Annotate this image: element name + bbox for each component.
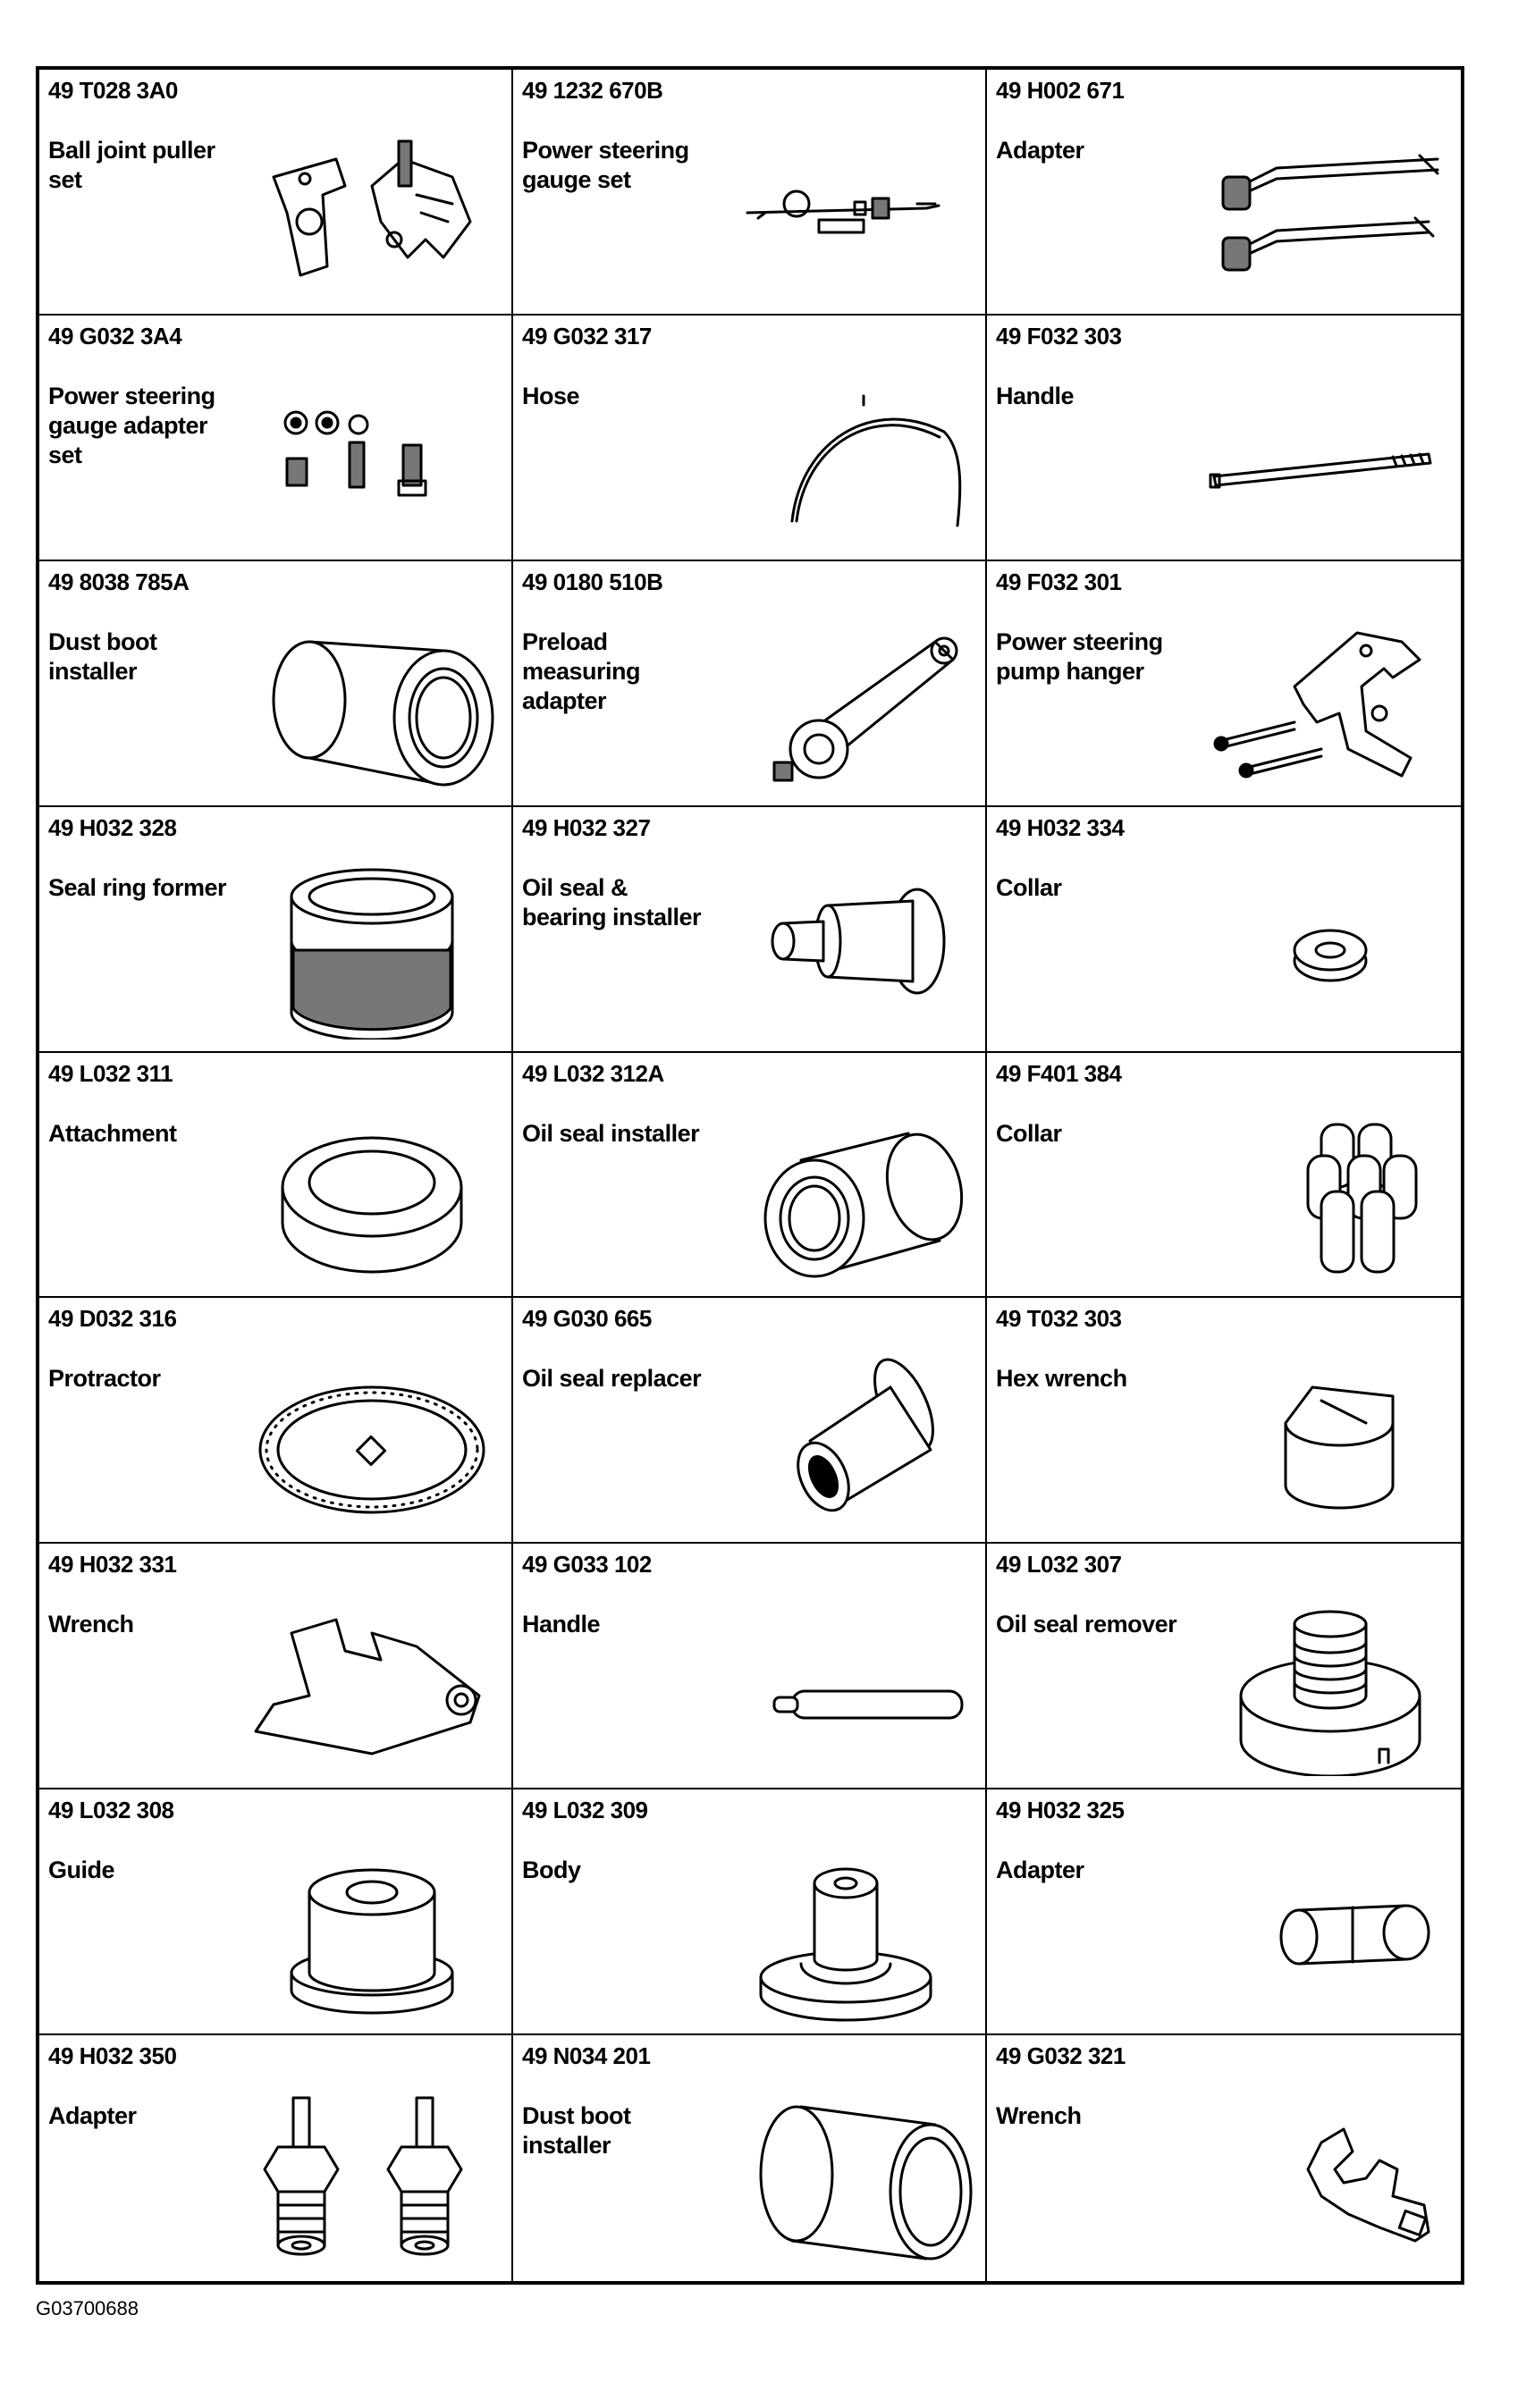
part-number: 49 H032 334 — [996, 813, 1125, 841]
body-icon — [712, 1843, 980, 2022]
attachment-ring-icon — [238, 1107, 506, 1285]
part-number: 49 G033 102 — [522, 1551, 652, 1579]
tool-cell — [39, 1053, 513, 1299]
part-number: 49 H032 331 — [48, 1551, 177, 1579]
gauge-set-icon — [712, 123, 980, 302]
adapter-sleeve-icon — [1187, 1843, 1455, 2022]
part-number: 49 0180 510B — [522, 568, 663, 595]
tool-cell — [987, 1789, 1461, 2035]
spanner-plate-icon — [238, 1597, 506, 1776]
tool-cell — [39, 1298, 513, 1544]
part-number: 49 F032 303 — [996, 322, 1122, 349]
part-number: 49 H002 671 — [996, 77, 1125, 104]
tool-cell — [513, 1789, 987, 2035]
tool-name: Power steering gauge set — [522, 137, 689, 193]
dust-boot-installer-icon — [238, 615, 506, 794]
dust-boot-installer-large-icon — [712, 2089, 980, 2268]
adapter-hoses-icon — [1187, 123, 1455, 302]
tool-name: Oil seal replacer — [522, 1365, 702, 1393]
tool-cell — [513, 561, 987, 807]
tool-cell — [987, 1544, 1461, 1789]
part-number: 49 1232 670B — [522, 77, 663, 104]
tool-name: Oil seal remover — [996, 1611, 1177, 1638]
rod-handle-icon — [1187, 369, 1455, 548]
tool-cell — [39, 1789, 513, 2035]
preload-adapter-icon — [712, 615, 980, 794]
tool-name: Adapter — [48, 2102, 137, 2130]
collar-set-icon — [1187, 1107, 1455, 1285]
tool-cell — [987, 561, 1461, 807]
tool-cell — [513, 1544, 987, 1789]
tool-name: Body — [522, 1857, 581, 1884]
tool-name: Wrench — [996, 2102, 1082, 2130]
tool-cell — [987, 316, 1461, 561]
tool-name: Power steering pump hanger — [996, 627, 1163, 685]
part-number: 49 L032 309 — [522, 1797, 648, 1824]
tool-name: Dust boot installer — [522, 2102, 631, 2160]
tool-cell — [39, 316, 513, 561]
tool-name: Preload measuring adapter — [522, 627, 641, 714]
collar-ring-icon — [1187, 861, 1455, 1040]
tool-name: Ball joint puller set — [48, 137, 215, 193]
oil-seal-replacer-icon — [712, 1351, 980, 1530]
tool-cell — [987, 807, 1461, 1053]
tool-name: Adapter — [996, 1857, 1084, 1884]
ball-joint-puller-set-icon — [238, 123, 506, 302]
tool-cell — [39, 807, 513, 1053]
part-number: 49 T032 303 — [996, 1305, 1122, 1333]
part-number: 49 G032 3A4 — [48, 322, 182, 349]
part-number: 49 L032 311 — [48, 1059, 173, 1087]
tool-cell — [513, 1298, 987, 1544]
part-number: 49 H032 327 — [522, 813, 651, 841]
figure-id: G03700688 — [36, 2297, 139, 2320]
tool-name: Wrench — [48, 1611, 134, 1638]
bearing-installer-icon — [712, 861, 980, 1040]
tool-name: Attachment — [48, 1119, 177, 1147]
part-number: 49 F401 384 — [996, 1059, 1122, 1087]
tool-name: Oil seal & bearing installer — [522, 873, 702, 930]
part-number: 49 G032 317 — [522, 322, 652, 349]
oil-seal-installer-icon — [712, 1107, 980, 1285]
tool-cell — [39, 561, 513, 807]
tool-name: Guide — [48, 1857, 115, 1884]
part-number: 49 D032 316 — [48, 1305, 177, 1333]
part-number: 49 N034 201 — [522, 2042, 651, 2070]
tool-name: Hex wrench — [996, 1365, 1127, 1393]
hex-adapter-pair-icon — [238, 2089, 506, 2268]
special-tools-table — [36, 66, 1464, 2285]
part-number: 49 H032 350 — [48, 2042, 177, 2070]
tool-name: Protractor — [48, 1365, 161, 1393]
seal-ring-former-icon — [238, 861, 506, 1040]
part-number: 49 F032 301 — [996, 568, 1122, 595]
tool-cell — [513, 2035, 987, 2281]
tool-cell — [513, 70, 987, 316]
guide-icon — [238, 1843, 506, 2022]
tool-name: Hose — [522, 382, 580, 409]
tool-name: Seal ring former — [48, 873, 227, 901]
tool-name: Power steering gauge adapter set — [48, 382, 215, 468]
part-number: 49 L032 308 — [48, 1797, 174, 1824]
tool-name: Adapter — [996, 137, 1084, 164]
tool-name: Collar — [996, 873, 1062, 901]
tool-name: Handle — [522, 1611, 601, 1638]
tool-cell — [987, 1298, 1461, 1544]
oil-seal-remover-icon — [1187, 1597, 1455, 1776]
tool-name: Collar — [996, 1119, 1062, 1147]
tool-name: Oil seal installer — [522, 1119, 700, 1147]
pump-hanger-icon — [1187, 615, 1455, 794]
tool-cell — [987, 1053, 1461, 1299]
tool-cell — [39, 2035, 513, 2281]
part-number: 49 T028 3A0 — [48, 77, 178, 104]
part-number: 49 8038 785A — [48, 568, 190, 595]
tool-cell — [513, 807, 987, 1053]
tool-cell — [513, 1053, 987, 1299]
part-number: 49 G032 321 — [996, 2042, 1126, 2070]
tool-cell — [513, 316, 987, 561]
open-end-wrench-icon — [1187, 2089, 1455, 2268]
protractor-icon — [238, 1351, 506, 1530]
part-number: 49 L032 312A — [522, 1059, 664, 1087]
hex-wrench-icon — [1187, 1351, 1455, 1530]
gauge-adapter-set-icon — [238, 369, 506, 548]
tool-cell — [39, 1544, 513, 1789]
part-number: 49 H032 325 — [996, 1797, 1125, 1824]
short-handle-icon — [712, 1597, 980, 1776]
part-number: 49 G030 665 — [522, 1305, 652, 1333]
tool-cell — [987, 70, 1461, 316]
tool-name: Handle — [996, 382, 1075, 409]
part-number: 49 H032 328 — [48, 813, 177, 841]
hose-icon — [712, 369, 980, 548]
part-number: 49 L032 307 — [996, 1551, 1122, 1579]
tool-cell — [987, 2035, 1461, 2281]
tool-name: Dust boot installer — [48, 627, 157, 685]
tool-cell — [39, 70, 513, 316]
